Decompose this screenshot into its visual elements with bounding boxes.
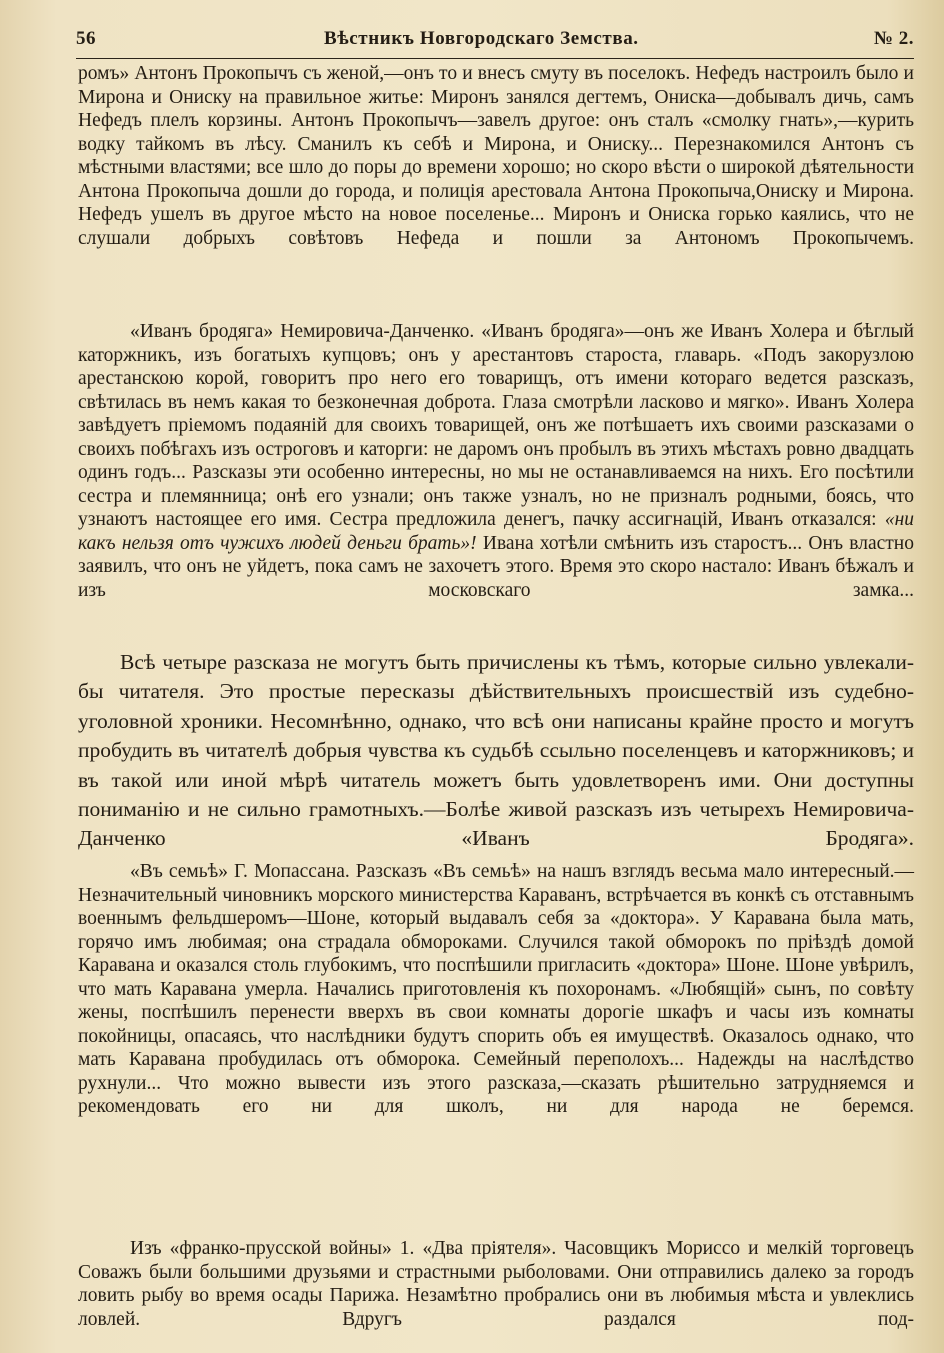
paragraph-5: Изъ «франко-прусской войны» 1. «Два пріятеля». Часовщикъ Мориссо и мелкій торговецъ Соважъ были большими друзьями и страстными рыболовами. Они отправились далеко за городъ ловить рыбу во время осады Парижа. Незамѣтно пробрались они въ любимыя мѣста и увлеклись ловлей. Вдругъ раздался под- (78, 1238, 914, 1330)
page-number: 56 (76, 28, 96, 49)
quoted-speech: «ни какъ нельзя отъ чужихъ людей деньги брать»! (78, 509, 914, 554)
paragraph-2-text-end: Ивана хотѣли смѣнить изъ старостъ... Онъ властно заявилъ, что онъ не уйдетъ, пока самъ не захочетъ этого. Время это скоро настало: Иванъ бѣжалъ и изъ московскаго замка... (78, 532, 914, 601)
paragraph-3: Всѣ четыре разсказа не могутъ быть причислены къ тѣмъ, которые сильно увлекали-бы читателя. Это простые пересказы дѣйствительныхъ происшествій изъ судебно-уголовной хроники. Несомнѣнно, однако, что всѣ они написаны крайне просто и могутъ пробудить въ читателѣ добрыя чувства къ судьбѣ ссыльно поселенцевъ и каторжниковъ; и въ такой или иной мѣрѣ читатель можетъ быть удовлетворенъ ими. Они доступны пониманію и не сильно грамотныхъ.—Болѣе живой разсказъ изъ четырехъ Немировича-Данченко «Иванъ Бродяга». (78, 650, 914, 851)
journal-title: Вѣстникъ Новгородскаго Земства. (324, 28, 639, 49)
header-rule (76, 58, 914, 59)
text-column (78, 62, 914, 1331)
paragraph-1: ромъ» Антонъ Прокопычъ съ женой,—онъ то и внесъ смуту въ поселокъ. Нефедъ настроилъ было и Мирона и Ониску на правильное житье: Миронъ занялся дегтемъ, Ониска—добывалъ дичь, самъ Нефедъ плелъ корзины. Антонъ Прокопычъ—завелъ другое: онъ сталъ «смолку гнать»,—курить водку тайкомъ въ лѣсу. Сманилъ къ себѣ и Мирона, и Ониску... Перезнакомился Антонъ съ мѣстными властями; все шло до поры до времени хорошо; но скоро вѣсти о широкой дѣятельности Антона Прокопыча дошли до города, и полиція арестовала Антона Прокопыча,Ониску и Мирона. Нефедъ ушелъ въ другое мѣсто на новое поселенье... Миронъ и Ониска горько каялись, что не слушали добрыхъ совѣтовъ Нефеда и пошли за Антономъ Прокопычемъ. (78, 63, 914, 249)
paragraph-2-text: «Иванъ бродяга» Немировича-Данченко. «Иванъ бродяга»—онъ же Иванъ Холера и бѣглый каторжникъ, изъ богатыхъ купцовъ; онъ у арестантовъ староста, главарь. «Подъ закорузлою арестанскою корой, говоритъ про него его товарищъ, отъ имени котораго ведется разсказъ, свѣтилась въ немъ какая то безконечная доброта. Глаза смотрѣли ласково и мягко». Иванъ Холера завѣдуетъ пріемомъ подаяній для своихъ товарищей, онъ же потѣшаетъ ихъ своими разсказами о своихъ побѣгахъ изъ остроговъ и каторги: не даромъ онъ пробылъ въ этихъ мѣстахъ ровно двадцать одинъ годъ... Разсказы эти особенно интересны, но мы не останавливаемся на нихъ. Его посѣтили сестра и племянница; онѣ его узнали; онъ также узналъ, но не призналъ родными, боясь, что узнаютъ настоящее его имя. Сестра предложила денегъ, пачку ассигнацій, Иванъ отказался: (78, 321, 914, 530)
issue-number: № 2. (873, 28, 914, 49)
paragraph-2 (78, 320, 914, 645)
paragraph-4: «Въ семьѣ» Г. Мопассана. Разсказъ «Въ семьѣ» на нашъ взглядъ весьма мало интересный.—Незначительный чиновникъ морского министерства Караванъ, встрѣчается въ конкѣ съ отставнымъ военнымъ фельдшеромъ—Шоне, который выдавалъ себя за «доктора». У Каравана была мать, горячо имъ любимая; она страдала обмороками. Случился такой обморокъ по пріѣздѣ домой Каравана и оказался столь глубокимъ, что поспѣшили пригласить «доктора» Шоне. Шоне увѣрилъ, что мать Каравана умерла. Начались приготовленія къ похоронамъ. «Любящій» сынъ, по совѣту жены, поспѣшилъ перенести вверхъ въ свои комнаты дорогіе шкафъ и часы изъ комнаты покойницы, опасаясь, что наслѣдники будутъ спорить объ ея имуществѣ. Оказалось однако, что мать Каравана пробудилась отъ обморока. Семейный переполохъ... Надежды на наслѣдство рухнули... Что можно вывести изъ этого разсказа,—сказать рѣшительно затрудняемся и рекомендовать его ни для школъ, ни для народа не беремся. (78, 861, 914, 1117)
running-header (76, 28, 914, 58)
